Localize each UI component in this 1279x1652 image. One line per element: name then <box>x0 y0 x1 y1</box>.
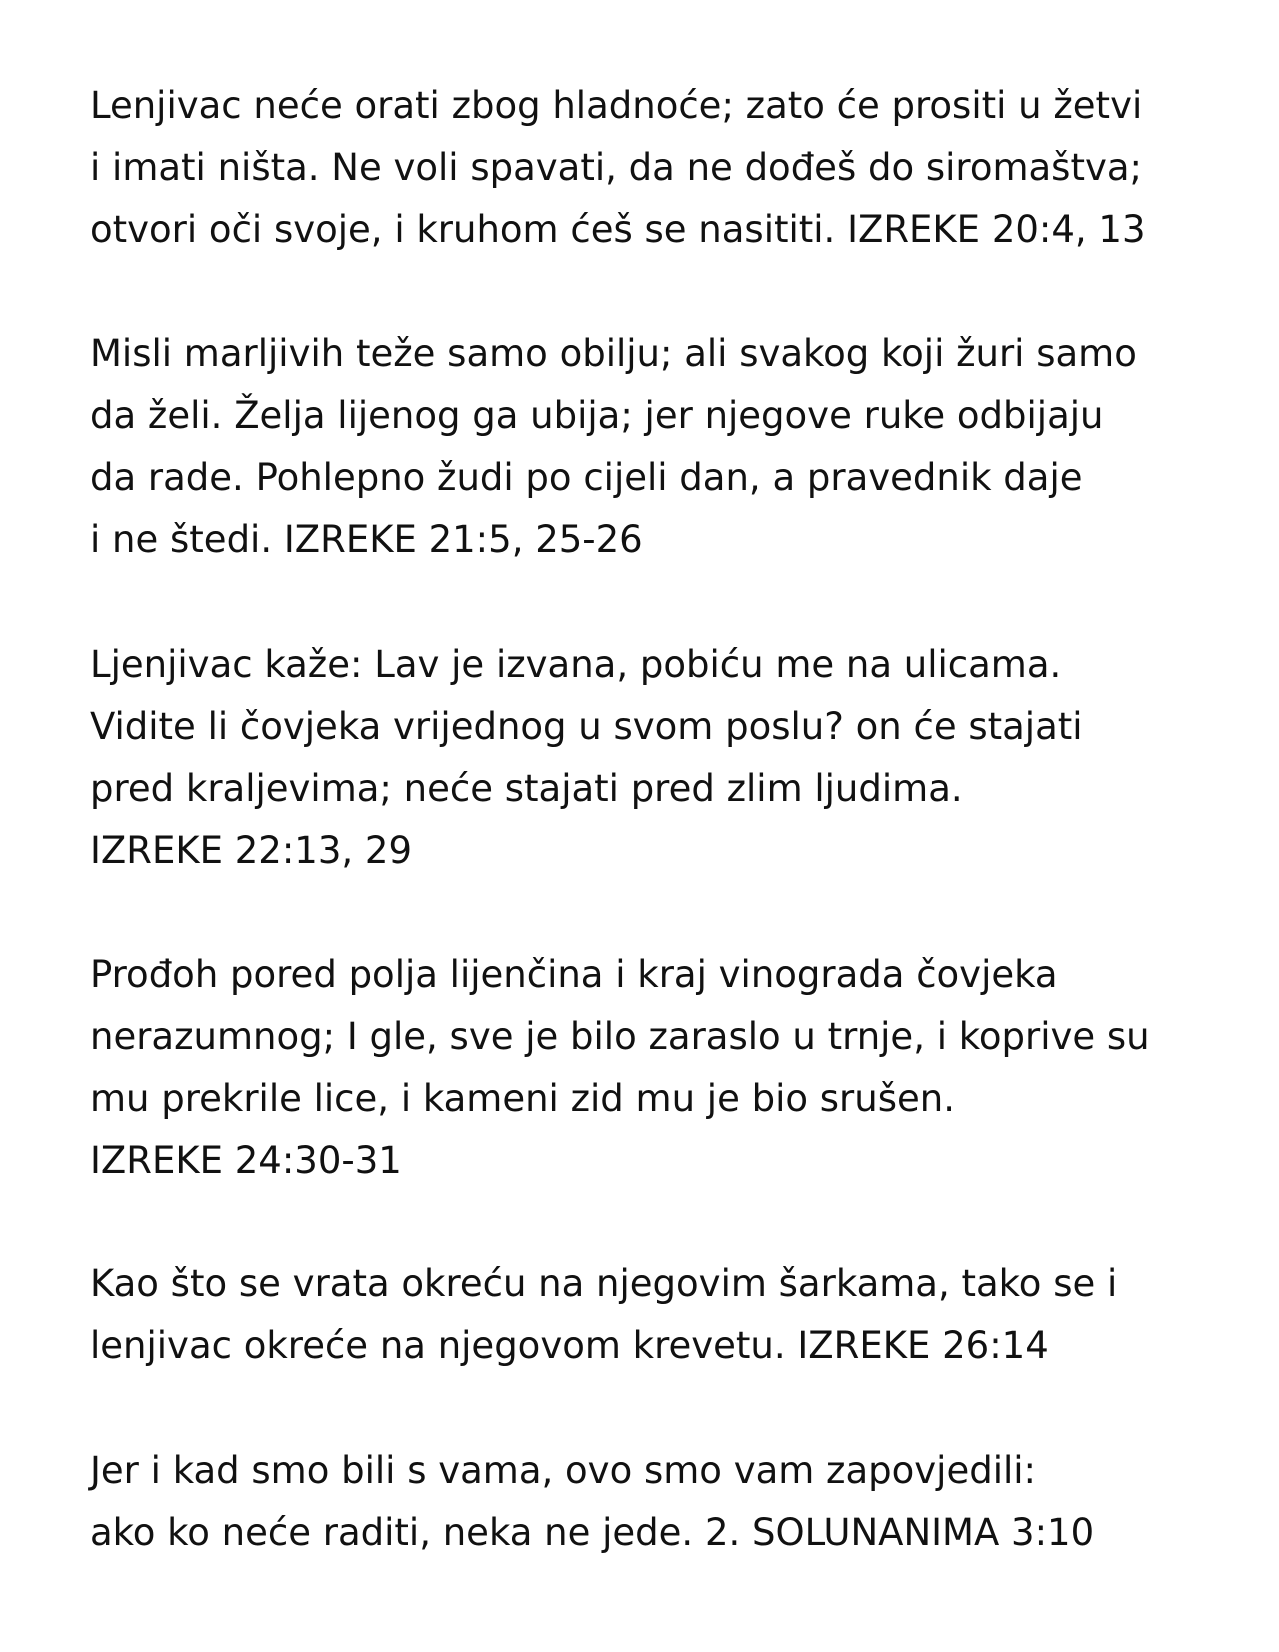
verse-line: Vidite li čovjeka vrijednog u svom poslu? on će stajati <box>90 705 1083 748</box>
verse-line: Ljenjivac kaže: Lav je izvana, pobiću me na ulicama. <box>90 643 1062 686</box>
verse-paragraph <box>90 944 1150 1192</box>
verse-line: lenjivac okreće na njegovom krevetu. IZREKE 26:14 <box>90 1324 1049 1367</box>
verse-line: i imati ništa. Ne voli spavati, da ne dođeš do siromaštva; <box>90 146 1142 189</box>
verse-paragraph <box>90 1253 1117 1377</box>
verse-line: da želi. Želja lijenog ga ubija; jer njegove ruke odbijaju <box>90 394 1104 437</box>
verse-paragraph <box>90 323 1137 571</box>
verse-paragraph <box>90 1440 1094 1564</box>
verse-line: i ne štedi. IZREKE 21:5, 25-26 <box>90 518 643 561</box>
verse-line: Kao što se vrata okreću na njegovim šarkama, tako se i <box>90 1262 1118 1305</box>
verse-line: da rade. Pohlepno žudi po cijeli dan, a pravednik daje <box>90 456 1083 499</box>
verse-line: otvori oči svoje, i kruhom ćeš se nasititi. IZREKE 20:4, 13 <box>90 208 1146 251</box>
verse-line: Lenjivac neće orati zbog hladnoće; zato će prositi u žetvi <box>90 84 1143 127</box>
verse-line: nerazumnog; I gle, sve je bilo zaraslo u trnje, i koprive su <box>90 1015 1150 1058</box>
verse-line: IZREKE 22:13, 29 <box>90 829 412 872</box>
verse-paragraph <box>90 634 1083 882</box>
verse-line: Misli marljivih teže samo obilju; ali svakog koji žuri samo <box>90 332 1137 375</box>
verse-line: mu prekrile lice, i kameni zid mu je bio srušen. <box>90 1077 955 1120</box>
verse-line: IZREKE 24:30-31 <box>90 1139 402 1182</box>
verse-paragraph <box>90 75 1146 261</box>
verse-line: ako ko neće raditi, neka ne jede. 2. SOLUNANIMA 3:10 <box>90 1511 1095 1554</box>
verse-line: Jer i kad smo bili s vama, ovo smo vam zapovjedili: <box>90 1449 1037 1492</box>
verse-line: Prođoh pored polja lijenčina i kraj vinograda čovjeka <box>90 953 1058 996</box>
verse-line: pred kraljevima; neće stajati pred zlim ljudima. <box>90 767 963 810</box>
